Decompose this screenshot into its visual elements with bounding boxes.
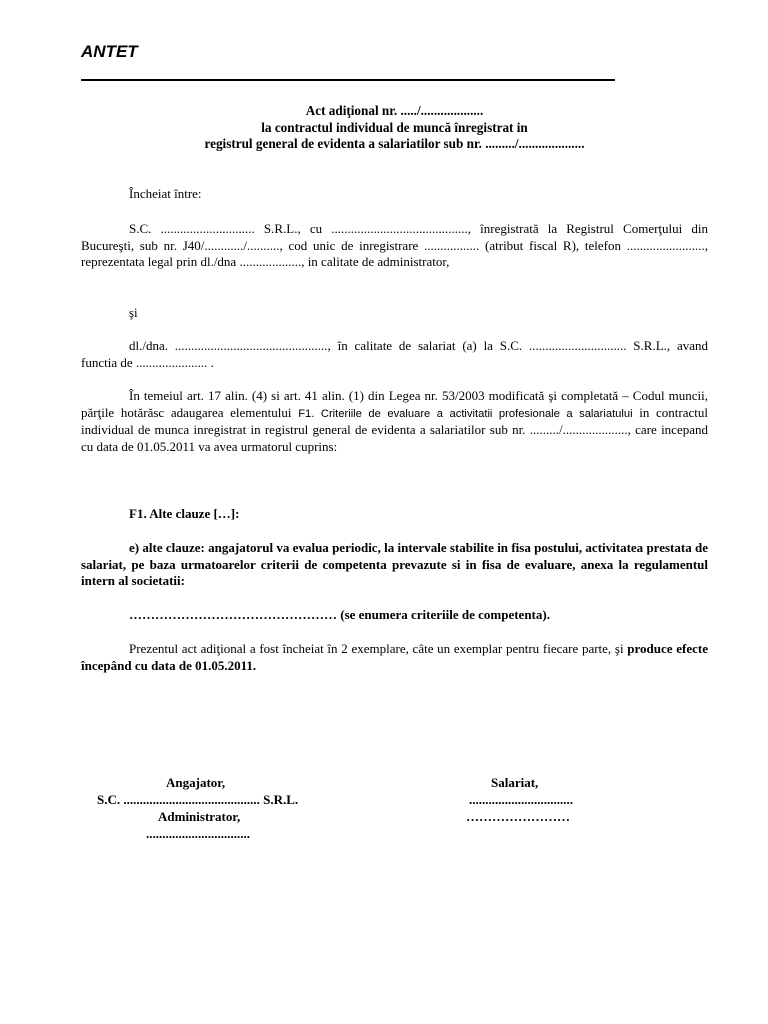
employer-company: S.C. .......................................... S.R.L. xyxy=(97,792,299,807)
title-line-3: registrul general de evidenta a salariatilor sub nr. ........./.................... xyxy=(204,136,585,151)
clause-e-paragraph: e) alte clauze: angajatorul va evalua periodic, la intervale stabilite in fisa postului, activitatea prestata de salariat, pe baza urmatoarelor criterii de competenta prevazute si in fisa de evaluare, anexa la regulamentul intern al societatii: xyxy=(81,540,708,588)
intro-paragraph: Încheiat între: xyxy=(129,186,202,201)
section-heading: F1. Alte clauze […]: xyxy=(129,506,240,521)
closing-text: Prezentul act adiţional a fost încheiat în 2 exemplare, câte un exemplar pentru fiecare parte, şi xyxy=(129,641,628,656)
title-line-1: Act adiţional nr. ...../................... xyxy=(305,103,484,118)
document-title xyxy=(81,103,708,153)
employee-paragraph: dl./dna. ..............................................., în calitate de salariat (a) la S.C. .............................. S.R.L., avand functia de ...................... . xyxy=(81,338,708,370)
legal-basis-text-2: in contractul individual de munca inregistrat in registrul general de evidenta a salariatilor sub nr. ........./...................., care incepand cu data de 01.05.2011 va avea urmatorul cuprins: xyxy=(81,404,709,454)
employer-title: Angajator, xyxy=(166,775,226,790)
criteria-line: ………………………………………… (se enumera criteriile de competenta). xyxy=(129,607,550,622)
closing-paragraph xyxy=(81,641,708,674)
employee-signature-line: …………………… xyxy=(466,809,570,824)
employer-signature-line: ................................ xyxy=(146,826,250,841)
employer-paragraph: S.C. ............................. S.R.L., cu .........................................., înregistrată la Registrul Comerţului din Bucureşti, sub nr. J40/............/.........., cod unic de inregistrare ................. (atribut fiscal R), telefon ........................, reprezentata legal prin dl./dna ..................., in calitate de administrator, xyxy=(81,221,708,269)
letterhead-rule xyxy=(81,79,615,81)
employee-title: Salariat, xyxy=(491,775,539,790)
title-line-2: la contractul individual de muncă înregistrat in xyxy=(261,119,528,135)
legal-basis-paragraph xyxy=(81,388,708,455)
legal-basis-element: F1. Criteriile de evaluare a activitatii profesionale a salariatului xyxy=(298,407,633,420)
employer-role: Administrator, xyxy=(158,809,241,824)
legal-basis-text-1: În temeiul art. 17 alin. (4) si art. 41 alin. (1) din Legea nr. 53/2003 modificată şi completată – Codul muncii, părţile hotărăsc adaugarea elementului xyxy=(81,388,708,420)
employee-name-line: ................................ xyxy=(469,792,573,807)
conjunction-paragraph: şi xyxy=(129,305,138,320)
closing-effective-date: produce efecte începând cu data de 01.05.2011. xyxy=(81,641,708,673)
letterhead-label: ANTET xyxy=(81,42,138,61)
